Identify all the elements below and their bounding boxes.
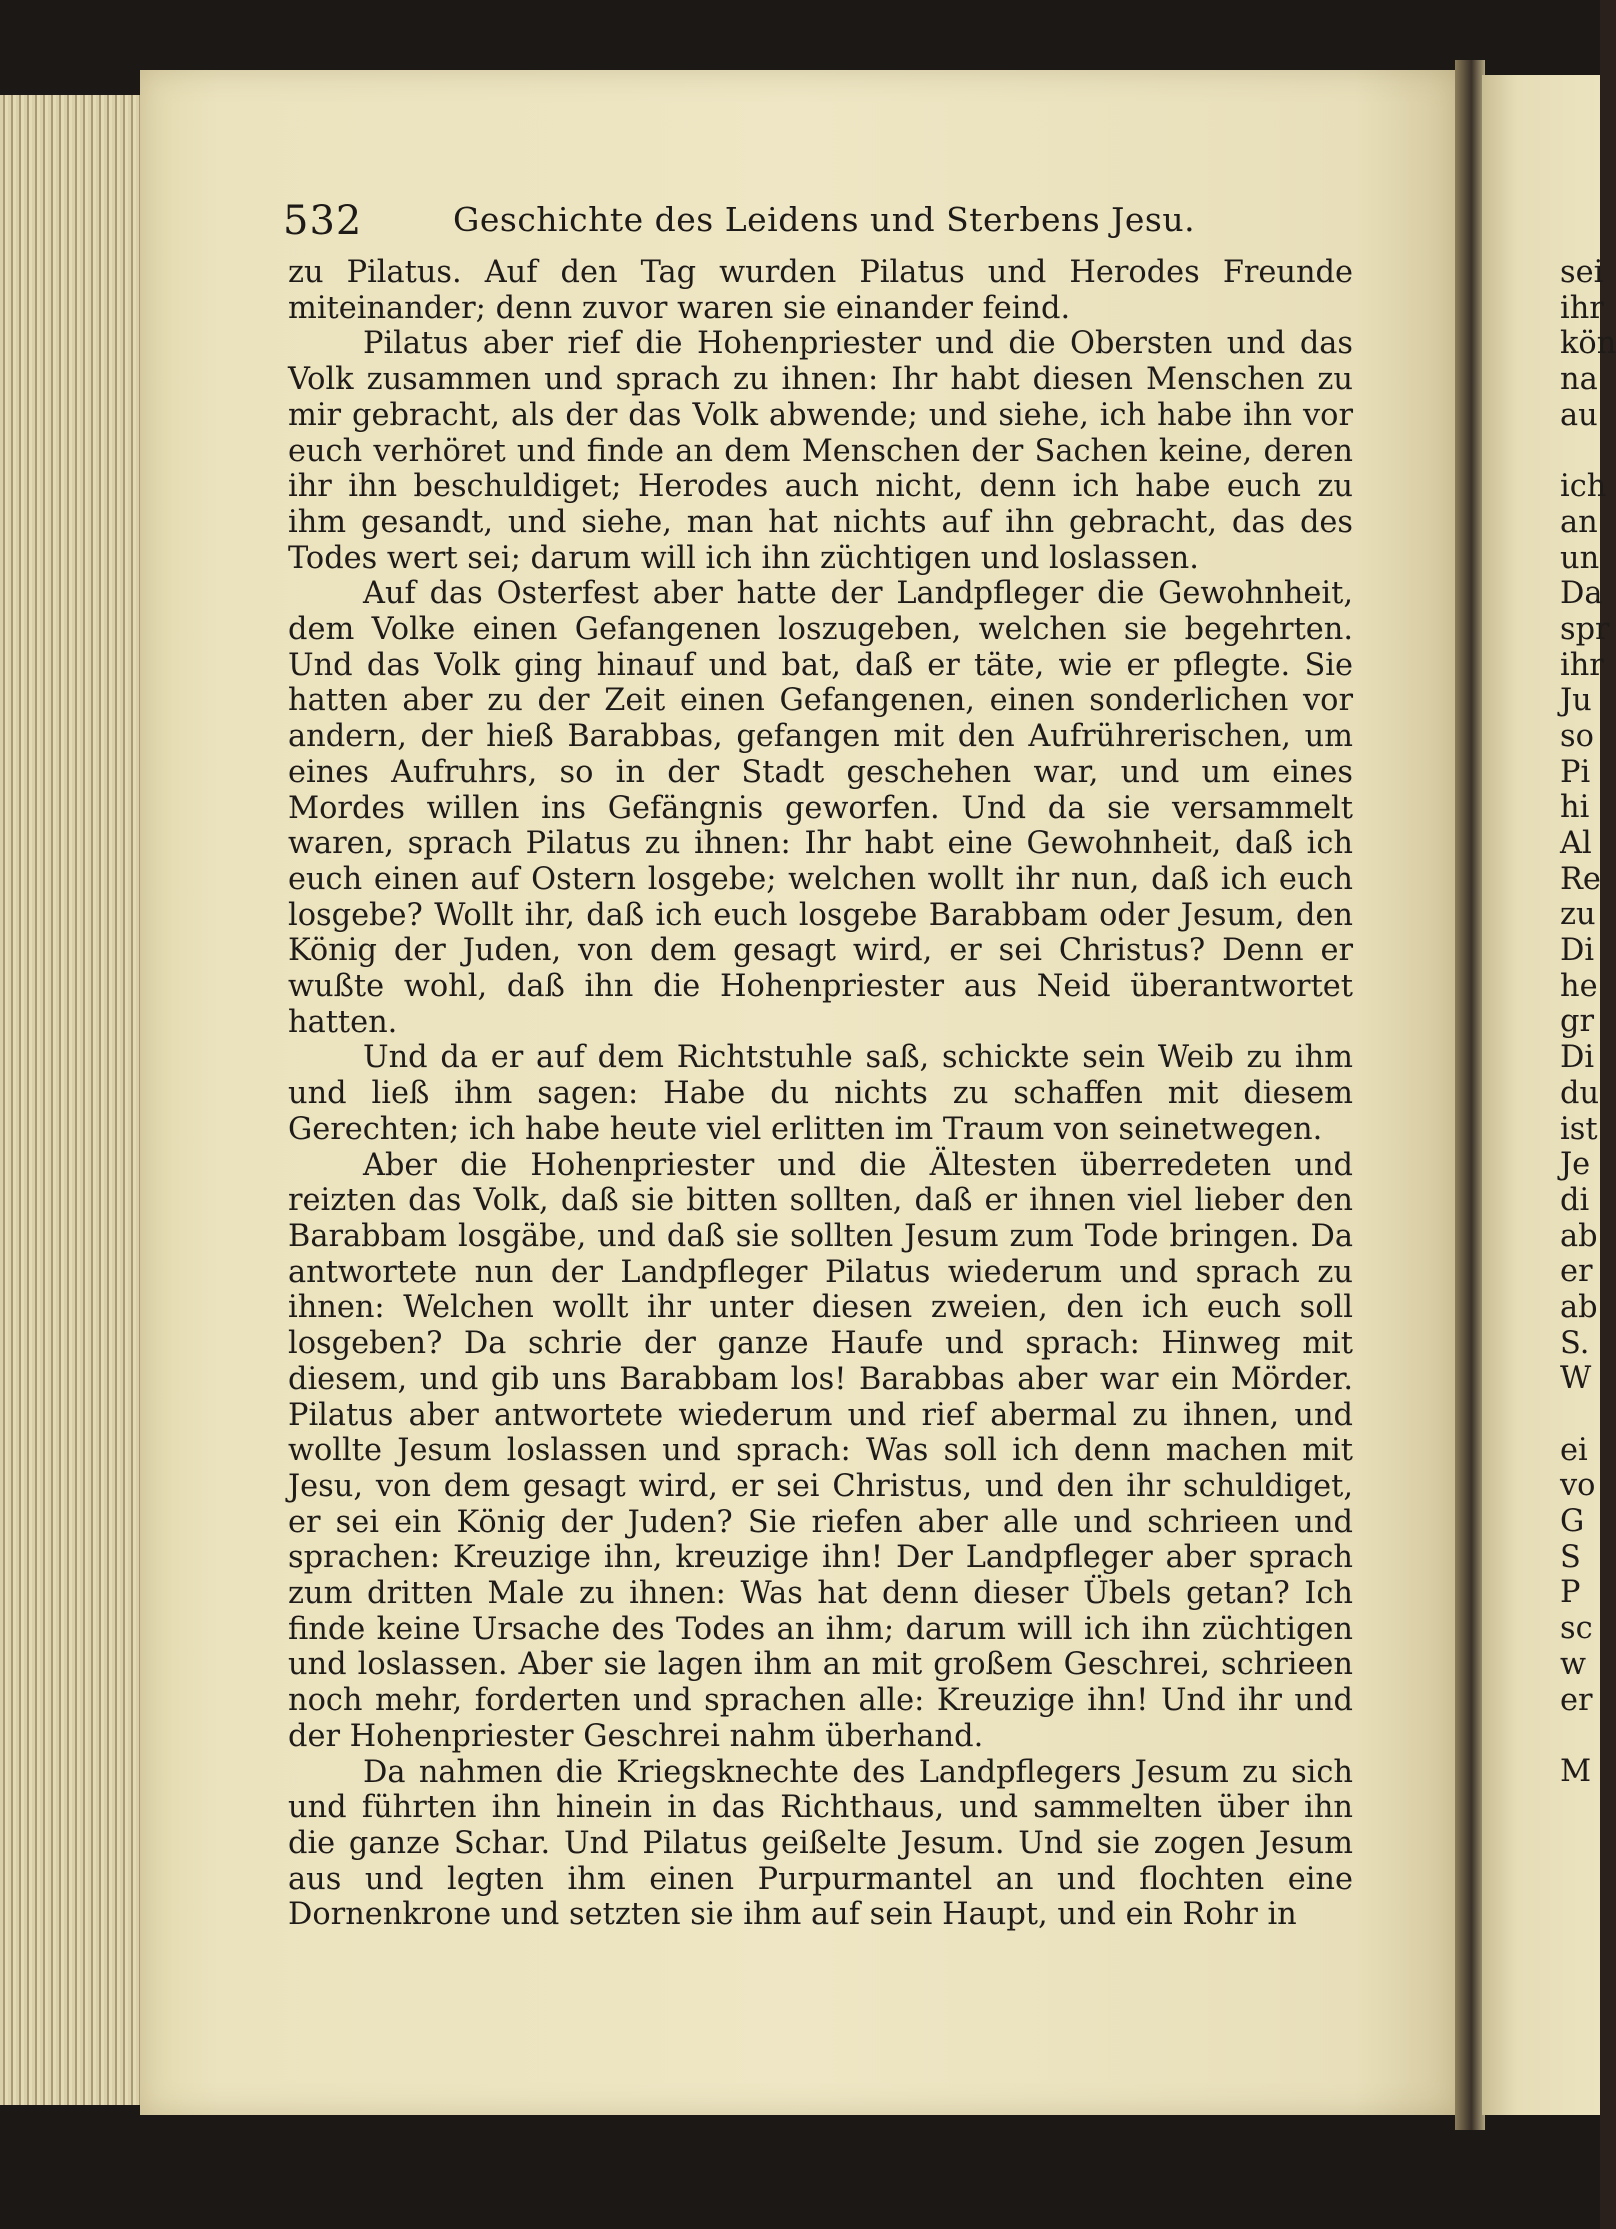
right-page-fragment (1560, 1397, 1600, 1433)
right-page-fragment: S (1560, 1539, 1581, 1575)
body-text (288, 255, 1353, 1933)
right-page-fragment: Pi (1560, 754, 1591, 790)
paragraph: Und da er auf dem Richtstuhle saß, schickte sein Weib zu ihm und ließ ihm sagen: Habe du nichts zu schaffen mit diesem Gerechten; ich habe heute viel erlitten im Traum von seinetwegen. (288, 1040, 1353, 1147)
right-page-fragment: ei (1560, 1432, 1588, 1468)
right-page-fragment: au (1560, 397, 1598, 433)
right-page-fragment: Al (1560, 826, 1592, 861)
right-page-fragment: P (1560, 1575, 1581, 1611)
paragraph: Aber die Hohenpriester und die Ältesten überredeten und reizten das Volk, daß sie bitten sollten, daß er ihnen viel lieber den Barabbam losgäbe, und daß sie sollten Jesum zum Tode bringen. Da antwortete nun der Landpfleger Pilatus wiederum und sprach zu ihnen: Welchen wollt ihr unter diesen zweien, den ich euch soll losgeben? Da schrie der ganze Haufe und sprach: Hinweg mit diesem, und gib uns Barabbam los! Barabbas aber war ein Mörder. Pilatus aber antwortete wiederum und rief abermal zu ihnen, und wollte Jesum loslassen und sprach: Was soll ich denn machen mit Jesu, von dem gesagt wird, er sei Christus, und den ihr schuldiget, er sei ein König der Juden? Sie riefen aber alle und schrieen und sprachen: Kreuzige ihn, kreuzige ihn! Der Landpfleger aber sprach zum dritten Male zu ihnen: Was hat denn dieser Übels getan? Ich finde keine Ursache des Todes an ihm; darum will ich ihn züchtigen und loslassen. Aber sie lagen ihm an mit großem Geschrei, schrieen noch mehr, forderten und sprachen alle: Kreuzige ihn! Und ihr und der Hohenpriester Geschrei nahm überhand. (288, 1147, 1353, 1754)
right-page-fragment: spr (1560, 611, 1610, 647)
right-page-fragment: ab (1560, 1289, 1598, 1325)
right-page-fragment: Je (1560, 1147, 1591, 1183)
right-page-fragment: kön (1560, 326, 1616, 362)
paragraph: Da nahmen die Kriegsknechte des Landpflegers Jesum zu sich und führten ihn hinein in das Richthaus, und sammelten über ihn die ganze Schar. Und Pilatus geißelte Jesum. Und sie zogen Jesum aus und legten ihm einen Purpurmantel an und flochten eine Dornenkrone und setzten sie ihm auf sein Haupt, und ein Rohr in (288, 1754, 1353, 1933)
right-page-fragment: du (1560, 1075, 1600, 1111)
right-page-fragment: sei (1560, 255, 1604, 290)
right-page-fragment: he (1560, 968, 1598, 1004)
page-stack-edge (0, 95, 160, 2105)
running-title: Geschichte des Leidens und Sterbens Jesu. (453, 200, 1196, 239)
right-page-fragment (1560, 433, 1600, 469)
right-page-fragment: er (1560, 1682, 1593, 1718)
right-page-fragment: S. (1560, 1325, 1590, 1361)
paragraph: Auf das Osterfest aber hatte der Landpfleger die Gewohnheit, dem Volke einen Gefangenen loszugeben, welchen sie begehrten. Und das Volk ging hinauf und bat, daß er täte, wie er pflegte. Sie hatten aber zu der Zeit einen Gefangenen, einen sonderlichen vor andern, der hieß Barabbas, gefangen mit den Aufrührerischen, um eines Aufruhrs, so in der Stadt geschehen war, und um eines Mordes willen ins Gefängnis geworfen. Und da sie versammelt waren, sprach Pilatus zu ihnen: Ihr habt eine Gewohnheit, daß ich euch einen auf Ostern losgebe; welchen wollt ihr nun, daß ich euch losgebe? Wollt ihr, daß ich euch losgebe Barabbam oder Jesum, den König der Juden, von dem gesagt wird, er sei Christus? Denn er wußte wohl, daß ihn die Hohenpriester aus Neid überantwortet hatten. (288, 576, 1353, 1040)
paragraph: Pilatus aber rief die Hohenpriester und die Obersten und das Volk zusammen und sprach zu ihnen: Ihr habt diesen Menschen zu mir gebracht, als der das Volk abwende; und siehe, ich habe ihn vor euch verhöret und finde an dem Menschen der Sachen keine, deren ihr ihn beschuldiget; Herodes auch nicht, denn ich habe euch zu ihm gesandt, und siehe, man hat nichts auf ihn gebracht, das des Todes wert sei; darum will ich ihn züchtigen und loslassen. (288, 326, 1353, 576)
right-page-fragment: so (1560, 718, 1594, 754)
paragraph: zu Pilatus. Auf den Tag wurden Pilatus und Herodes Freunde miteinander; denn zuvor waren sie einander feind. (288, 255, 1353, 326)
right-page-fragment: ab (1560, 1218, 1598, 1254)
right-page-fragment: gr (1560, 1004, 1594, 1040)
right-page-fragment: G (1560, 1504, 1585, 1540)
right-page-fragment: Ju (1560, 683, 1592, 719)
right-page-fragment: di (1560, 1182, 1590, 1218)
right-page-fragment: na (1560, 362, 1598, 398)
right-page-fragment: M (1560, 1753, 1592, 1789)
right-page-fragment (1560, 1718, 1600, 1754)
book-gutter (1455, 60, 1485, 2130)
right-page-fragment: Da (1560, 576, 1603, 612)
right-page-fragment: er (1560, 1254, 1593, 1290)
right-page-fragment: sc (1560, 1611, 1593, 1647)
right-page-fragment: ihr (1560, 647, 1604, 683)
right-page-fragment: w (1560, 1646, 1587, 1682)
right-page-fragment: an (1560, 504, 1598, 540)
right-page-fragment: Di (1560, 933, 1595, 969)
right-page-fragment: hi (1560, 790, 1590, 826)
right-page-fragment: Di (1560, 1040, 1595, 1076)
right-page-text-fragments (1560, 255, 1616, 1790)
right-page-fragment: ist (1560, 1111, 1598, 1147)
right-page-fragment: zu (1560, 897, 1596, 933)
page-header (283, 198, 1353, 244)
right-page-fragment: vo (1560, 1468, 1596, 1504)
right-page-fragment: ihr (1560, 290, 1604, 326)
right-page-fragment: un (1560, 540, 1600, 576)
page-number: 532 (283, 198, 363, 244)
right-page-fragment: W (1560, 1361, 1592, 1397)
right-page-fragment: Re (1560, 861, 1601, 897)
right-page-fragment: ich (1560, 469, 1607, 505)
